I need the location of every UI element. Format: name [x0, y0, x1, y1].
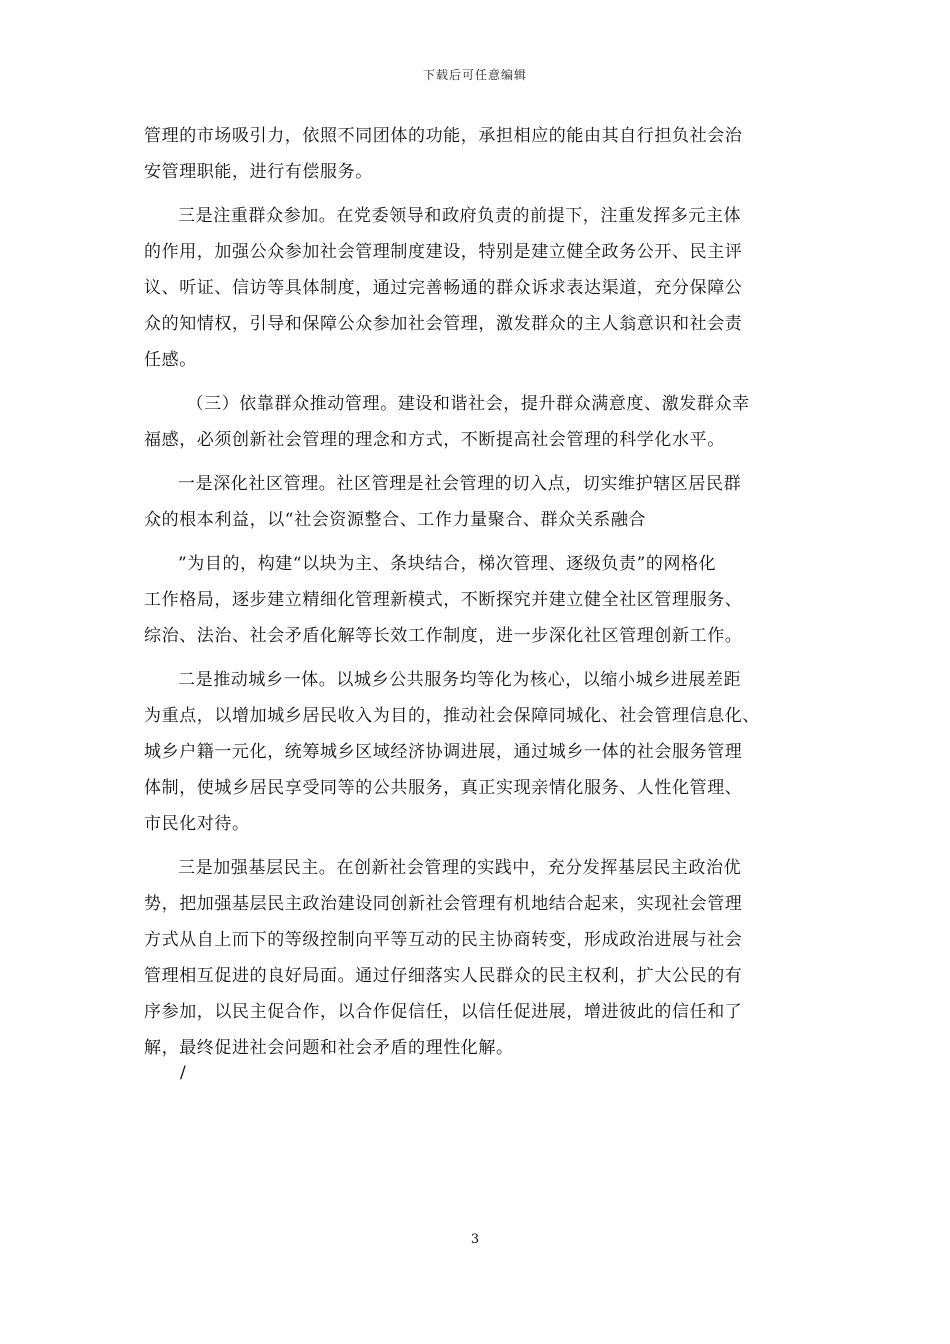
text-line: 序参加，以民主促合作，以合作促信任，以信任促进展，增进彼此的信任和了 [144, 1002, 743, 1022]
text-line: 任感。 [144, 350, 197, 370]
text-line: 管理相互促进的良好局面。通过仔细落实人民群众的民主权利，扩大公民的有 [144, 966, 743, 986]
text-line: 众的根本利益，以“社会资源整合、工作力量聚合、群众关系融合 [144, 510, 647, 530]
text-line: 综治、法治、社会矛盾化解等长效工作制度，进一步深化社区管理创新工作。 [144, 626, 743, 646]
page-number: 3 [470, 1232, 480, 1247]
text-line: 解，最终促进社会问题和社会矛盾的理性化解。 [144, 1038, 514, 1058]
text-line: 议、听证、信访等具体制度，通过完善畅通的群众诉求表达渠道，充分保障公 [144, 278, 743, 298]
paragraph-gap [144, 458, 824, 466]
text-line: 体制，使城乡居民享受同等的公共服务，真正实现亲情化服务、人性化管理、 [144, 778, 743, 798]
text-line: 众的知情权，引导和保障公众参加社会管理，激发群众的主人翁意识和社会责 [144, 314, 743, 334]
paragraph-gap [144, 378, 824, 386]
paragraph-gap [144, 538, 824, 546]
text-line: 一是深化社区管理。社区管理是社会管理的切入点，切实维护辖区居民群 [178, 474, 742, 494]
text-line: 二是推动城乡一体。以城乡公共服务均等化为核心，以缩小城乡进展差距 [178, 670, 742, 690]
text-line: 工作格局，逐步建立精细化管理新模式，不断探究并建立健全社区管理服务、 [144, 590, 743, 610]
text-line: （三）依靠群众推动管理。建设和谐社会，提升群众满意度、激发群众幸 [186, 394, 750, 414]
trailing-slash: / [180, 1063, 186, 1083]
text-line: 三是加强基层民主。在创新社会管理的实践中，充分发挥基层民主政治优 [178, 858, 742, 878]
text-line: ”为目的，构建“以块为主、条块结合，梯次管理、逐级负责”的网格化 [178, 554, 717, 574]
document-body [144, 118, 824, 1066]
text-line: 三是注重群众参加。在党委领导和政府负责的前提下，注重发挥多元主体 [178, 206, 742, 226]
text-line: 的作用，加强公众参加社会管理制度建设，特别是建立健全政务公开、民主评 [144, 242, 743, 262]
text-line: 为重点，以增加城乡居民收入为目的，推动社会保障同城化、社会管理信息化、 [144, 706, 760, 726]
text-line: 市民化对待。 [144, 814, 250, 834]
text-line: 福感，必须创新社会管理的理念和方式，不断提高社会管理的科学化水平。 [144, 430, 725, 450]
paragraph-gap [144, 842, 824, 850]
text-line: 势，把加强基层民主政治建设同创新社会管理有机地结合起来，实现社会管理 [144, 894, 743, 914]
text-line: 方式从自上而下的等级控制向平等互动的民主协商转变，形成政治进展与社会 [144, 930, 743, 950]
text-line: 安管理职能，进行有偿服务。 [144, 162, 373, 182]
text-line: 城乡户籍一元化，统筹城乡区域经济协调进展，通过城乡一体的社会服务管理 [144, 742, 743, 762]
paragraph-gap [144, 654, 824, 662]
paragraph-gap [144, 190, 824, 198]
text-line: 管理的市场吸引力，依照不同团体的功能，承担相应的能由其自行担负社会治 [144, 126, 743, 146]
page-header: 下载后可任意编辑 [422, 68, 527, 82]
